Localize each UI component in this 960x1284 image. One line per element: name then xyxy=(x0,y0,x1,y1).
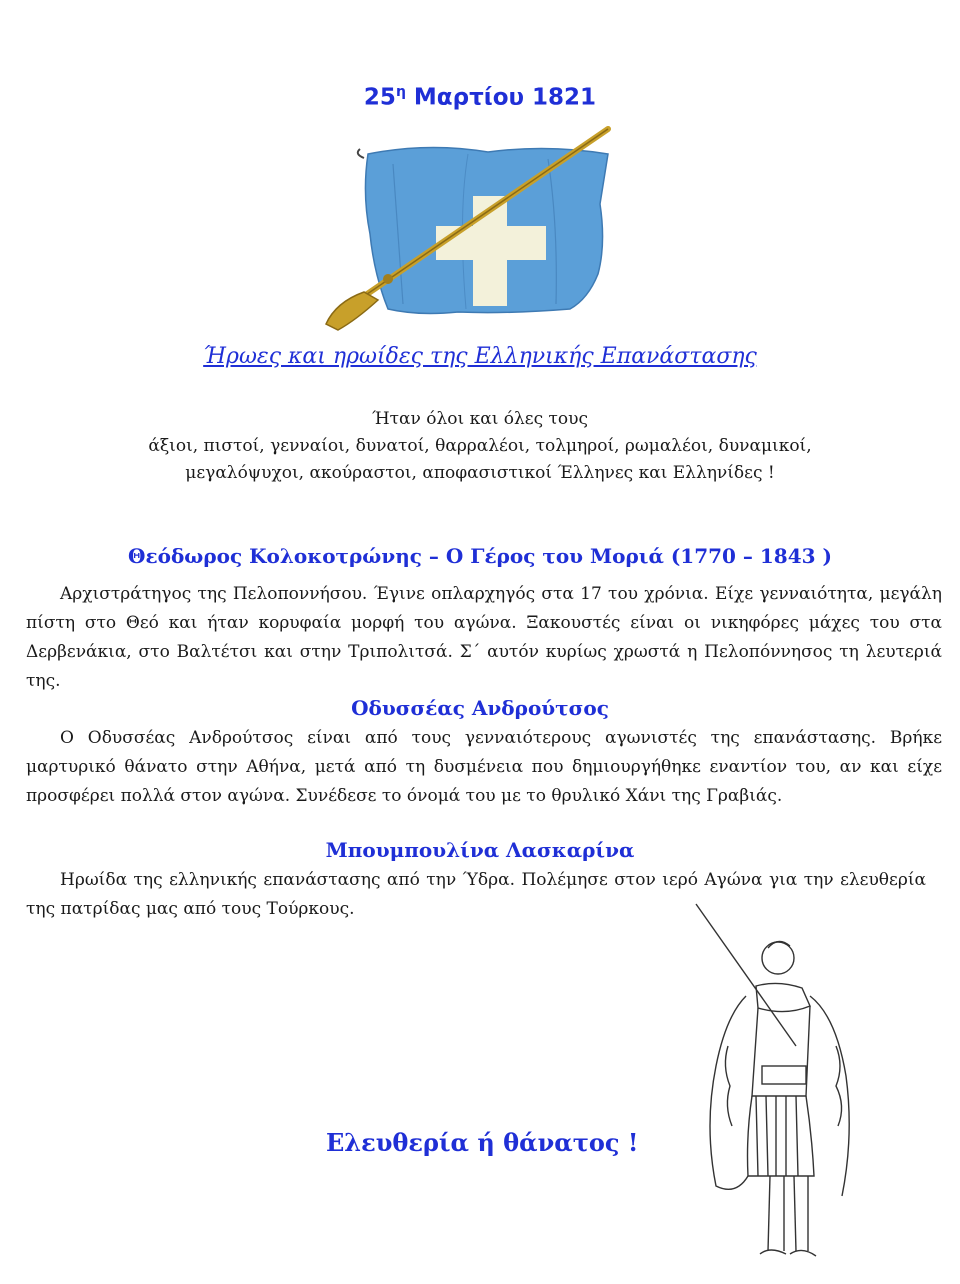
date-superscript: η xyxy=(395,84,406,100)
fighter-portrait-sketch xyxy=(686,896,886,1276)
hero-name-kolokotronis: Θεόδωρος Κολοκοτρώνης – Ο Γέρος του Μοριά (1770 – 1843 ) xyxy=(128,544,832,568)
flag-musket-illustration xyxy=(308,124,648,334)
page-date-title xyxy=(0,84,960,111)
intro-line: άξιοι, πιστοί, γενναίοι, δυνατοί, θαρραλέοι, τολμηροί, ρωμαλέοι, δυναμικοί, xyxy=(148,436,812,456)
date-rest: Μαρτίου 1821 xyxy=(405,84,597,111)
intro-line: Ήταν όλοι και όλες τους xyxy=(371,409,588,429)
date-number: 25 xyxy=(363,84,396,111)
hero-text-bouboulina: Ηρωίδα της ελληνικής επανάστασης από την Ύδρα. Πολέμησε στον ιερό Αγώνα για την ελευθερία της πατρίδας μας από τους Τούρκους. xyxy=(26,870,926,919)
motto-freedom-or-death: Ελευθερία ή θάνατος ! xyxy=(326,1128,639,1157)
intro-line: μεγαλόψυχοι, ακούραστοι, αποφασιστικοί Έλληνες και Ελληνίδες ! xyxy=(185,463,775,483)
intro-paragraph xyxy=(0,406,960,487)
hero-text-androutsos: Ο Οδυσσέας Ανδρούτσος είναι από τους γενναιότερους αγωνιστές της επανάστασης. Βρήκε μαρτυρικό θάνατο στην Αθήνα, μετά από τη δυσμένεια που δημιουργήθηκε εναντίον του, αν και είχε προσφέρει πολλά στον αγώνα. Συνέδεσε το όνομά του με το θρυλικό Χάνι της Γραβιάς. xyxy=(26,728,942,806)
hero-name-androutsos: Οδυσσέας Ανδρούτσος xyxy=(351,696,609,720)
hero-name-bouboulina: Μπουμπουλίνα Λασκαρίνα xyxy=(325,838,635,862)
greek-revolution-flag xyxy=(358,147,608,313)
hero-text-kolokotronis: Αρχιστράτηγος της Πελοποννήσου. Έγινε οπλαρχηγός στα 17 του χρόνια. Είχε γενναιότητα, μεγάλη πίστη στο Θεό και ήταν κορυφαία μορφή του αγώνα. Ξακουστές είναι οι νικηφόρες μάχες του στα Δερβενάκια, στο Βαλτέτσι και στην Τριπολιτσά. Σ΄ αυτόν κυρίως χρωστά η Πελοπόννησος τη λευτεριά της. xyxy=(26,584,942,691)
heroes-section-title: Ήρωες και ηρωίδες της Ελληνικής Επανάστασης xyxy=(203,344,757,369)
